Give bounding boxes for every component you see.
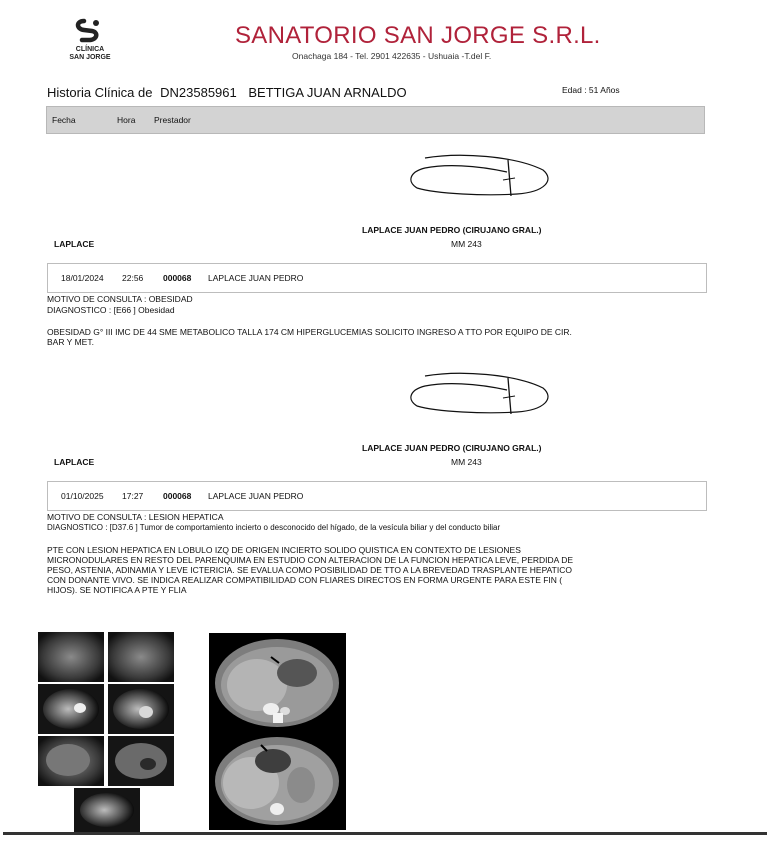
doctor-full-name: LAPLACE JUAN PEDRO (CIRUJANO GRAL.) [362, 443, 542, 453]
doctor-short-name: LAPLACE [54, 457, 95, 467]
note-line: PESO, ASTENIA, ADINAMIA Y LEVE ICTERICIA. SE EVALUA COMO POSIBILIDAD DE TTO A LA BREVEDAD TRASPLANTE HEPATICO [47, 565, 572, 575]
page-bottom-rule [3, 832, 767, 835]
header-prestador: Prestador [154, 115, 191, 125]
note-line: CON DONANTE VIVO. SE INDICA REALIZAR COMPATIBILIDAD CON FLIARES DIRECTOS EN FORMA URGENTE PARA ESTE FIN ( [47, 575, 563, 585]
signature-1 [405, 150, 555, 200]
doctor-license: MM 243 [451, 457, 482, 467]
ct-scan-image [209, 633, 346, 830]
mri-image-panel [38, 632, 178, 832]
patient-document: DN23585961 [160, 85, 237, 100]
diagnosis: DIAGNOSTICO : [D37.6 ] Tumor de comportamiento incierto o desconocido del hígado, de la vesícula biliar y del conducto biliar [47, 523, 501, 532]
logo-line-2: SAN JORGE [69, 54, 111, 61]
entry-provider: LAPLACE JUAN PEDRO [208, 491, 304, 501]
clinic-name: SANATORIO SAN JORGE S.R.L. [235, 22, 601, 49]
entry-row[interactable] [47, 481, 707, 511]
history-label: Historia Clínica de [47, 85, 153, 100]
entry-row[interactable] [47, 263, 707, 293]
patient-line [47, 85, 407, 100]
entry-time: 17:27 [122, 491, 144, 501]
header-hora: Hora [117, 115, 136, 125]
entry-code: 000068 [163, 273, 192, 283]
patient-name: BETTIGA JUAN ARNALDO [248, 85, 407, 100]
doctor-short-name: LAPLACE [54, 239, 95, 249]
entry-date: 18/01/2024 [61, 273, 104, 283]
entry-date: 01/10/2025 [61, 491, 104, 501]
logo-line-1: CLÍNICA [75, 46, 105, 53]
entry-provider: LAPLACE JUAN PEDRO [208, 273, 304, 283]
header-fecha: Fecha [52, 115, 76, 125]
clinic-address: Onachaga 184 - Tel. 2901 422635 - Ushuaia -T.del F. [292, 51, 492, 61]
clinical-note [47, 545, 707, 595]
consult-reason: MOTIVO DE CONSULTA : LESION HEPATICA [47, 512, 224, 522]
clinical-note [47, 327, 707, 347]
clinic-logo [62, 18, 118, 68]
entry-time: 22:56 [122, 273, 144, 283]
diagnosis: DIAGNOSTICO : [E66 ] Obesidad [47, 305, 175, 315]
clinic-logo-icon [62, 18, 118, 44]
doctor-full-name: LAPLACE JUAN PEDRO (CIRUJANO GRAL.) [362, 225, 542, 235]
entry-code: 000068 [163, 491, 192, 501]
table-header [46, 106, 705, 134]
note-line: MICRONODULARES EN RESTO DEL PARENQUIMA EN ESTUDIO CON ALTERACION DE LA FUNCION HEPATICA LEVE, PERDIDA DE [47, 555, 574, 565]
signature-2 [405, 368, 555, 418]
note-line: PTE CON LESION HEPATICA EN LOBULO IZQ DE ORIGEN INCIERTO SOLIDO QUISTICA EN CONTEXTO DE LESIONES [47, 545, 521, 555]
consult-reason: MOTIVO DE CONSULTA : OBESIDAD [47, 294, 193, 304]
note-line: OBESIDAD G° III IMC DE 44 SME METABOLICO TALLA 174 CM HIPERGLUCEMIAS SOLICITO INGRESO A TTO POR EQUIPO DE CIR. [47, 327, 572, 337]
patient-age: Edad : 51 Años [562, 85, 620, 95]
note-line: BAR Y MET. [47, 337, 94, 347]
note-line: HIJOS). SE NOTIFICA A PTE Y FLIA [47, 585, 187, 595]
doctor-license: MM 243 [451, 239, 482, 249]
